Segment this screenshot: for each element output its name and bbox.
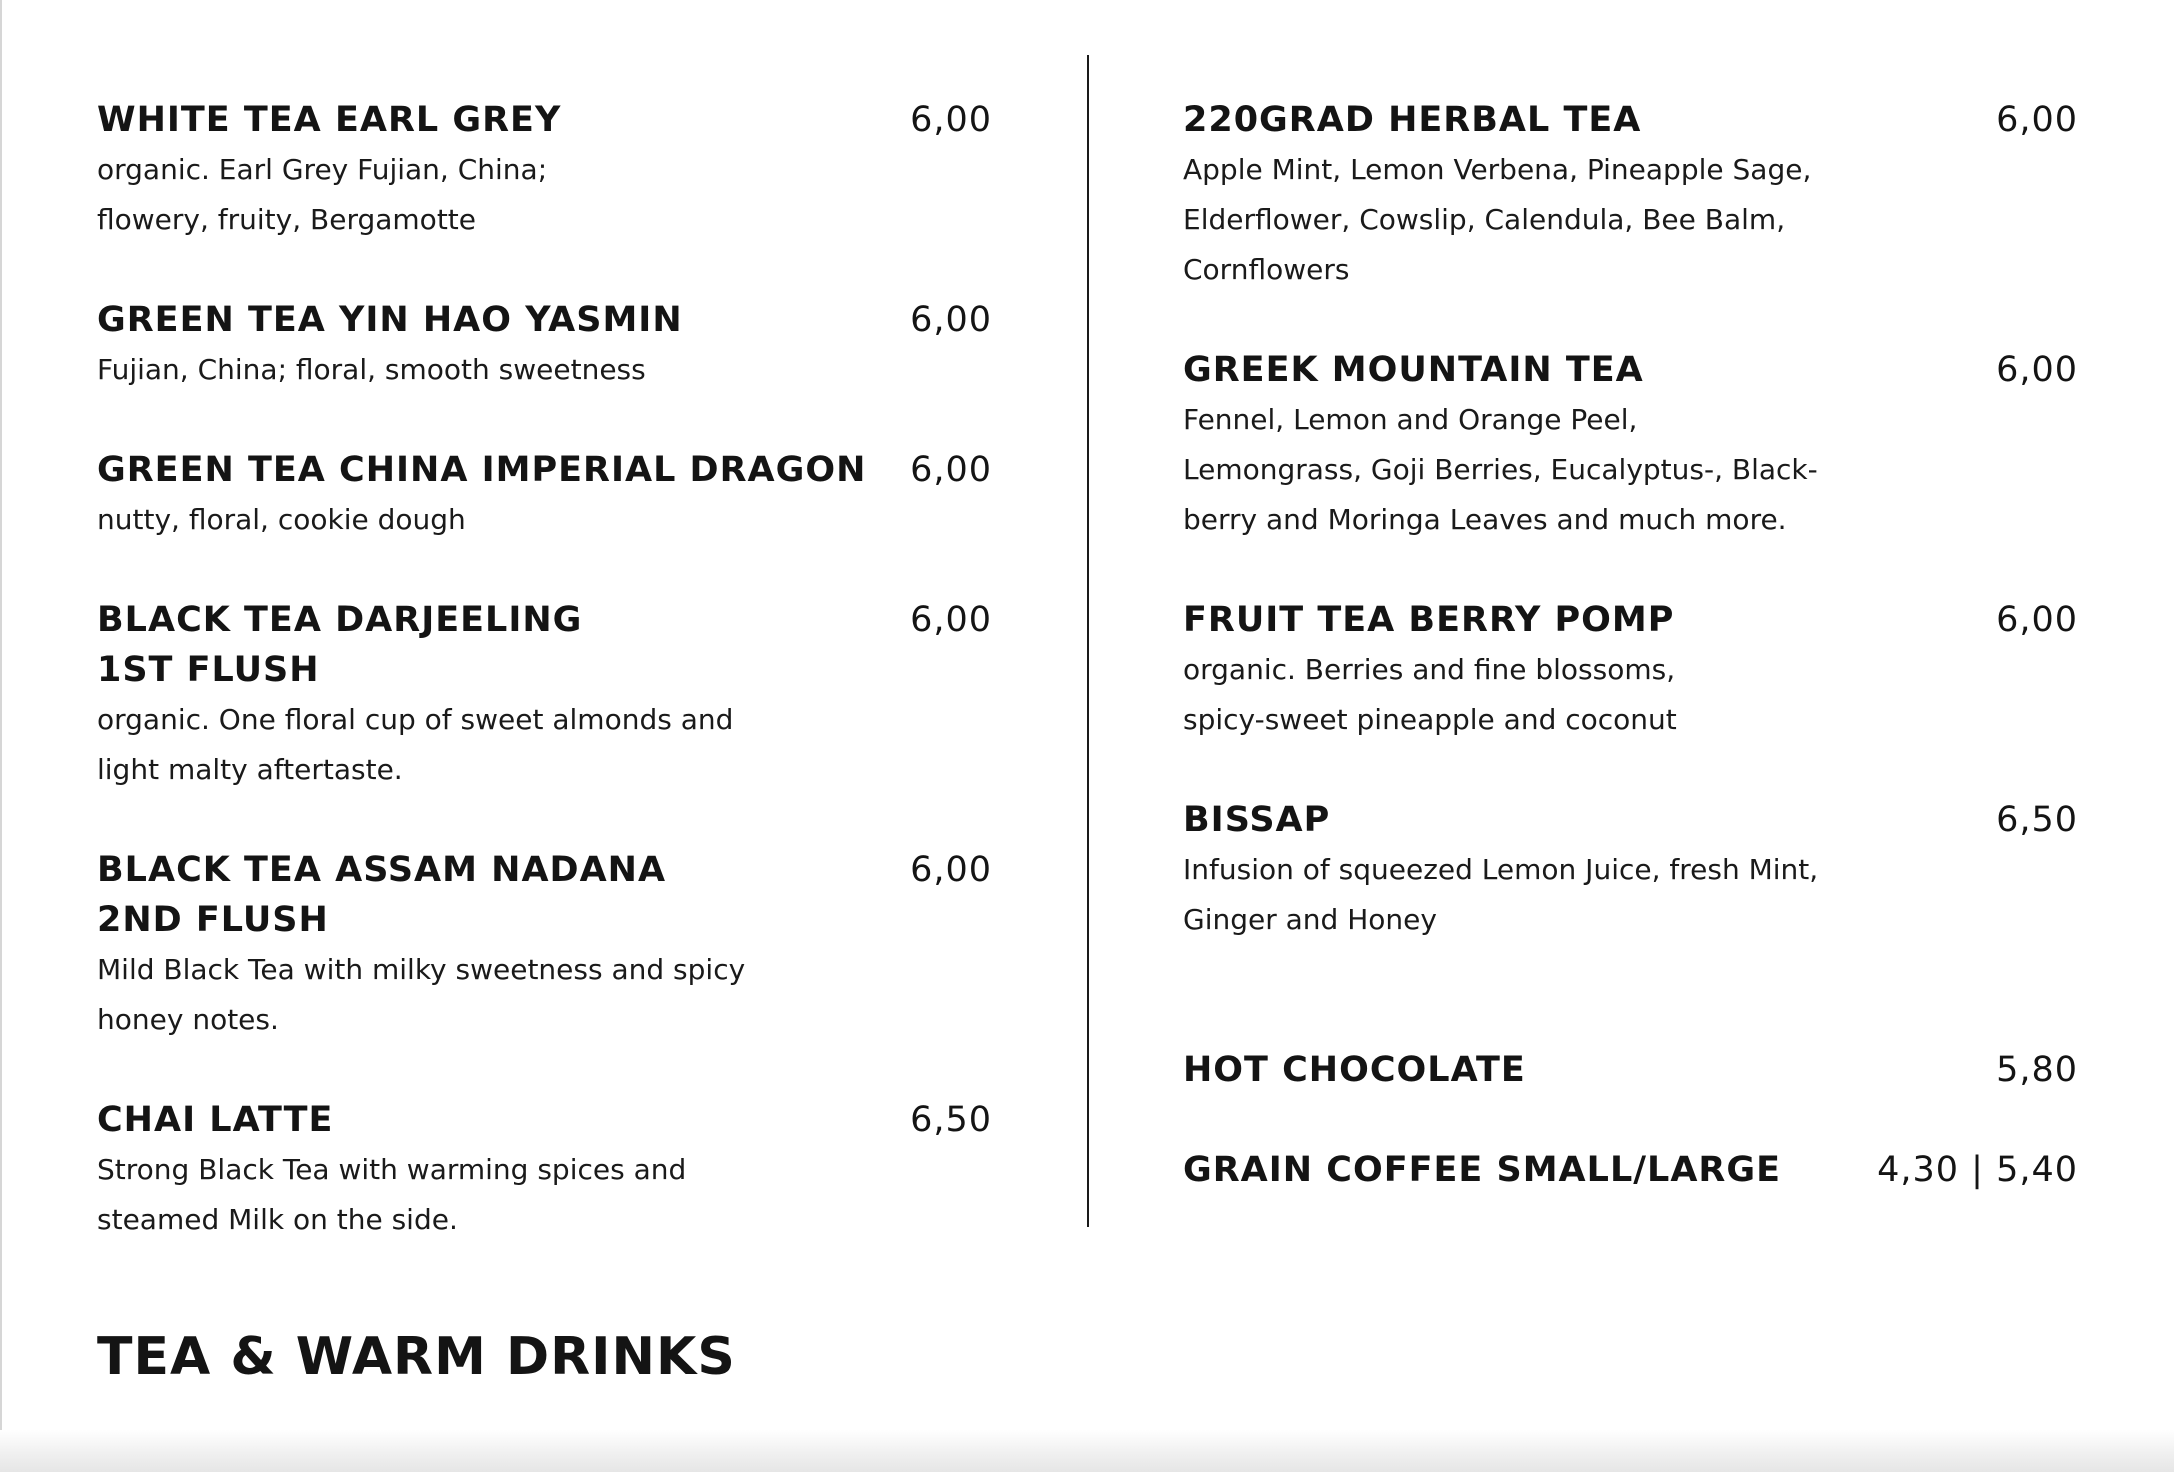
item-description-line: berry and Moringa Leaves and much more. [1183, 503, 1787, 536]
item-description-line: Fujian, China; floral, smooth sweetness [97, 353, 646, 386]
column-divider [1087, 55, 1089, 1227]
menu-item-220grad-herbal-tea [1183, 95, 2078, 295]
menu-item-green-tea-china-imperial-dragon [97, 445, 992, 545]
item-name: BLACK TEA ASSAM NADANA [97, 850, 667, 890]
item-description-line: light malty aftertaste. [97, 753, 403, 786]
item-description-line: flowery, fruity, Bergamotte [97, 203, 476, 236]
item-price: 6,00 [1996, 100, 2078, 140]
item-description-line: organic. One floral cup of sweet almonds and [97, 703, 734, 736]
item-description-line: Lemongrass, Goji Berries, Eucalyptus-, Black- [1183, 453, 1818, 486]
menu-item-white-tea-earl-grey [97, 95, 992, 245]
menu-item-black-tea-assam-nadana [97, 845, 992, 1045]
item-price: 6,00 [910, 300, 992, 340]
item-price: 5,80 [1996, 1050, 2078, 1090]
item-price: 6,00 [910, 850, 992, 890]
item-description-line: honey notes. [97, 1003, 279, 1036]
item-name: GREEN TEA CHINA IMPERIAL DRAGON [97, 450, 867, 490]
item-price: 6,00 [910, 600, 992, 640]
item-name: GRAIN COFFEE SMALL/LARGE [1183, 1150, 1782, 1190]
menu-item-fruit-tea-berry-pomp [1183, 595, 2078, 745]
section-title: TEA & WARM DRINKS [97, 1327, 736, 1387]
item-description-line: Elderflower, Cowslip, Calendula, Bee Balm, [1183, 203, 1786, 236]
item-price: 6,00 [1996, 350, 2078, 390]
item-description-line: Cornflowers [1183, 253, 1350, 286]
item-description-line: Ginger and Honey [1183, 903, 1437, 936]
menu-item-black-tea-darjeeling [97, 595, 992, 795]
menu-item-grain-coffee [1183, 1145, 2078, 1195]
menu-item-hot-chocolate [1183, 1045, 2078, 1095]
item-description-line: Infusion of squeezed Lemon Juice, fresh Mint, [1183, 853, 1819, 886]
item-description-line: organic. Earl Grey Fujian, China; [97, 153, 548, 186]
menu-item-green-tea-yin-hao-yasmin [97, 295, 992, 395]
item-name: GREEK MOUNTAIN TEA [1183, 350, 1644, 390]
menu-item-chai-latte [97, 1095, 992, 1245]
item-name: FRUIT TEA BERRY POMP [1183, 600, 1675, 640]
item-name: 2ND FLUSH [97, 900, 329, 940]
item-name: WHITE TEA EARL GREY [97, 100, 562, 140]
item-price: 6,50 [910, 1100, 992, 1140]
item-description-line: Mild Black Tea with milky sweetness and spicy [97, 953, 746, 986]
item-name: 220GRAD HERBAL TEA [1183, 100, 1642, 140]
menu-item-greek-mountain-tea [1183, 345, 2078, 545]
item-name: BLACK TEA DARJEELING [97, 600, 583, 640]
page-bottom-shade [0, 1430, 2174, 1472]
item-description-line: nutty, floral, cookie dough [97, 503, 466, 536]
menu-item-bissap [1183, 795, 2078, 945]
item-description-line: Apple Mint, Lemon Verbena, Pineapple Sage, [1183, 153, 1812, 186]
item-description-line: Strong Black Tea with warming spices and [97, 1153, 687, 1186]
item-name: GREEN TEA YIN HAO YASMIN [97, 300, 683, 340]
item-name: CHAI LATTE [97, 1100, 334, 1140]
item-price: 6,00 [910, 450, 992, 490]
item-price: 4,30 | 5,40 [1877, 1150, 2078, 1190]
item-description-line: steamed Milk on the side. [97, 1203, 458, 1236]
item-name: HOT CHOCOLATE [1183, 1050, 1526, 1090]
item-price: 6,00 [1996, 600, 2078, 640]
item-name: 1ST FLUSH [97, 650, 320, 690]
item-price: 6,50 [1996, 800, 2078, 840]
item-description-line: organic. Berries and fine blossoms, [1183, 653, 1676, 686]
item-price: 6,00 [910, 100, 992, 140]
item-description-line: Fennel, Lemon and Orange Peel, [1183, 403, 1638, 436]
item-name: BISSAP [1183, 800, 1331, 840]
item-description-line: spicy-sweet pineapple and coconut [1183, 703, 1677, 736]
page-left-edge [0, 0, 2, 1472]
